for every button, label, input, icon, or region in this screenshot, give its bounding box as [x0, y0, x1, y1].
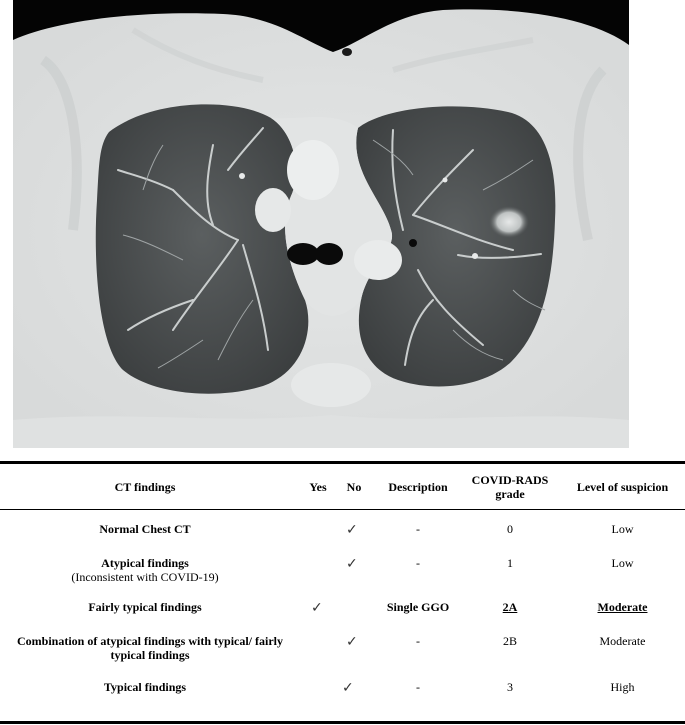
row-description: -	[416, 680, 420, 694]
check-mark-icon: ✓	[346, 522, 358, 538]
row-suspicion: Low	[611, 556, 634, 570]
header-ct-findings: CT findings	[114, 480, 176, 494]
row-finding	[0, 634, 300, 662]
check-mark-icon: ✓	[346, 556, 358, 572]
header-no: No	[346, 480, 362, 494]
row-finding: Typical findings	[103, 680, 187, 694]
row-suspicion: High	[610, 680, 635, 694]
check-mark-icon: ✓	[346, 634, 358, 650]
row-suspicion: Low	[611, 522, 634, 536]
row-description: -	[416, 556, 420, 570]
row-suspicion: Moderate	[599, 634, 646, 648]
row-finding: Atypical findings	[101, 556, 189, 570]
row-grade: 2B	[502, 634, 517, 648]
row-finding: Fairly typical findings	[88, 600, 202, 614]
header-grade-line1: COVID-RADS	[471, 473, 549, 487]
row-finding-line1: Combination of atypical findings with typical/ fairly	[16, 634, 284, 648]
row-description: Single GGO	[386, 600, 450, 614]
row-grade: 1	[507, 556, 513, 570]
row-grade: 0	[507, 522, 513, 536]
header-grade-line2: grade	[495, 487, 525, 501]
header-description: Description	[388, 480, 448, 494]
check-mark-icon: ✓	[311, 600, 323, 616]
table-bottom-rule	[0, 721, 685, 724]
table-header-rule	[0, 509, 685, 510]
header-level-of-suspicion: Level of suspicion	[576, 480, 669, 494]
row-finding-note: (Inconsistent with COVID-19)	[71, 570, 219, 584]
row-finding-line2: typical findings	[110, 648, 190, 662]
row-finding: Normal Chest CT	[99, 522, 191, 536]
header-grade	[460, 473, 560, 501]
row-grade: 3	[507, 680, 513, 694]
header-yes: Yes	[309, 480, 327, 494]
row-description: -	[416, 634, 420, 648]
row-description: -	[416, 522, 420, 536]
chest-ct-image	[13, 0, 629, 448]
row-suspicion: Moderate	[597, 600, 648, 614]
row-grade: 2A	[502, 600, 518, 614]
table-top-rule	[0, 461, 685, 464]
check-mark-icon: ✓	[342, 680, 354, 696]
